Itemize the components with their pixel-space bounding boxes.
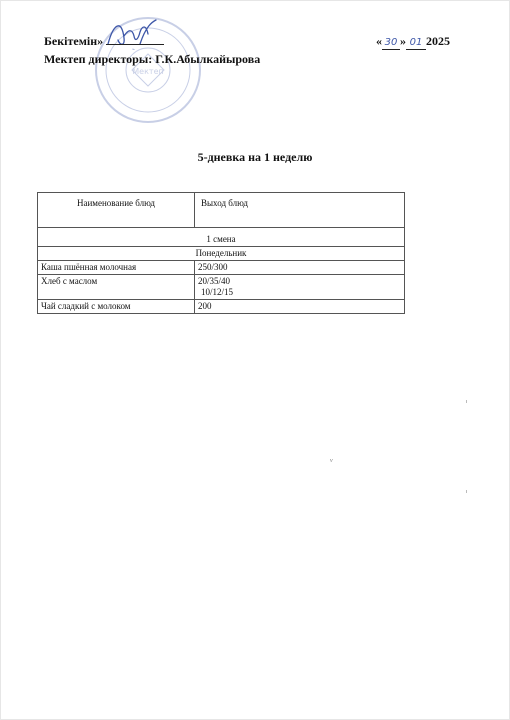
date-day: 30 (382, 37, 400, 50)
dish-output-line: 20/35/40 (198, 276, 231, 286)
dish-name: Хлеб с маслом (38, 275, 195, 300)
dish-name: Каша пшённая молочная (38, 261, 195, 275)
scan-mark: v (330, 458, 333, 464)
document-title: 5-дневка на 1 неделю (197, 150, 313, 164)
table-row (38, 300, 405, 314)
signature-text: Ab (132, 49, 135, 51)
date-open-quote: « (376, 34, 382, 48)
approval-row (44, 32, 260, 50)
scan-speck (466, 490, 467, 493)
date-year: 2025 (426, 34, 450, 48)
header-output: Выход блюд (195, 193, 405, 228)
approved-label: Бекітемін» (44, 34, 104, 48)
approval-date (376, 32, 450, 50)
dish-output: 200 (195, 300, 405, 314)
header-dish-name: Наименование блюд (38, 193, 195, 228)
signature-line (106, 33, 164, 45)
dish-output: 250/300 (195, 261, 405, 275)
stamp-text: Мектеп (132, 67, 164, 76)
day-label: Понедельник (38, 247, 405, 261)
dish-output-line: 10/12/15 (201, 287, 234, 297)
shift-label: 1 смена (38, 228, 405, 247)
date-month: 01 (406, 37, 426, 50)
day-row (38, 247, 405, 261)
shift-row (38, 228, 405, 247)
table-row (38, 275, 405, 300)
dish-output (195, 275, 405, 300)
dish-name: Чай сладкий с молоком (38, 300, 195, 314)
table-header-row (38, 193, 405, 228)
menu-table (37, 192, 405, 314)
table-row (38, 261, 405, 275)
date-separator: » (400, 34, 406, 48)
director-line: Мектеп директоры: Г.К.Абылкайырова (44, 52, 261, 66)
scan-speck (466, 400, 467, 403)
approval-block (44, 32, 260, 68)
